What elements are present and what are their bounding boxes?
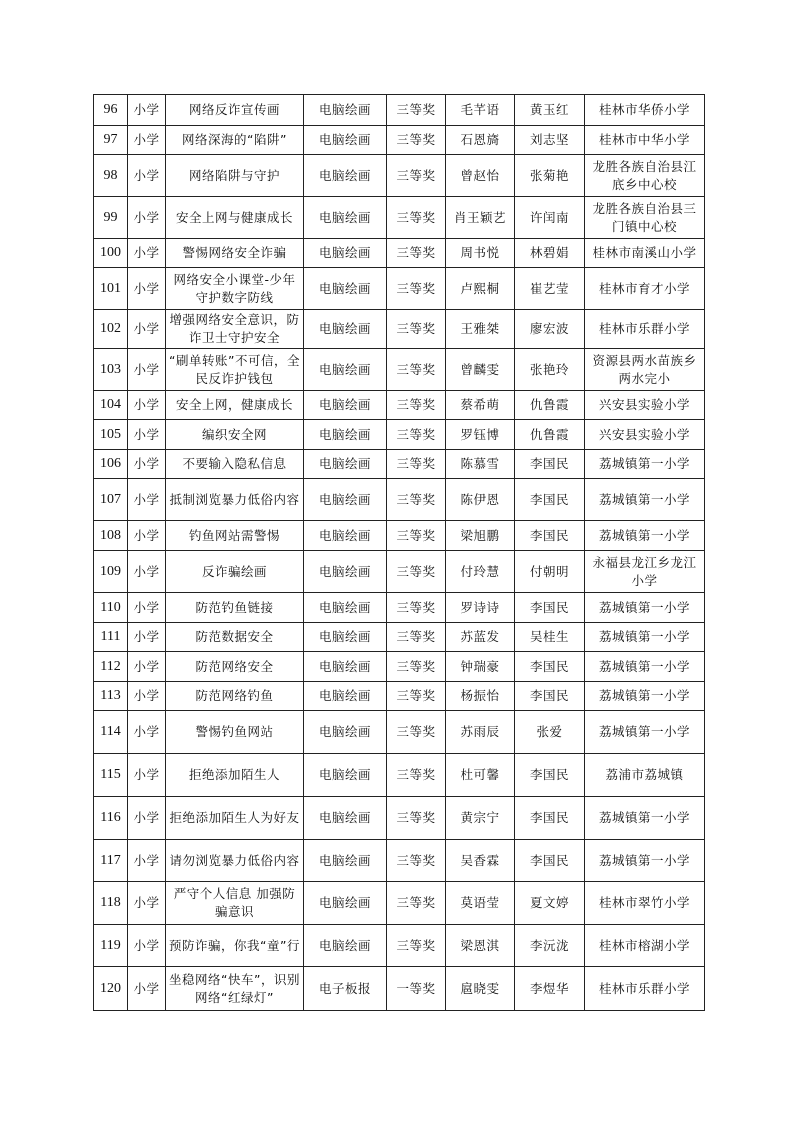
- category-cell: 电脑绘画: [304, 623, 387, 652]
- group-cell: 小学: [128, 682, 166, 711]
- category-cell: 电脑绘画: [304, 797, 387, 840]
- award-level-cell: 三等奖: [387, 349, 446, 391]
- entry-number-cell: 97: [94, 126, 128, 155]
- table-row: [94, 197, 705, 239]
- teacher-name-cell: 仇鲁霞: [515, 391, 585, 420]
- school-name-cell: 龙胜各族自治县三门镇中心校: [585, 197, 705, 239]
- teacher-name-cell: 李国民: [515, 652, 585, 682]
- award-level-cell: 三等奖: [387, 450, 446, 479]
- group-cell: 小学: [128, 967, 166, 1011]
- teacher-name-cell: 李国民: [515, 450, 585, 479]
- award-table-body: [94, 95, 705, 1011]
- teacher-name-cell: 李沅泷: [515, 925, 585, 967]
- teacher-name-cell: 李国民: [515, 521, 585, 551]
- student-name-cell: 曾麟雯: [446, 349, 515, 391]
- work-title-cell: 请勿浏览暴力低俗内容: [166, 840, 304, 882]
- entry-number-cell: 110: [94, 593, 128, 623]
- school-name-cell: 桂林市中华小学: [585, 126, 705, 155]
- category-cell: 电脑绘画: [304, 882, 387, 925]
- group-cell: 小学: [128, 420, 166, 450]
- table-row: [94, 967, 705, 1011]
- teacher-name-cell: 林碧娟: [515, 239, 585, 268]
- entry-number-cell: 117: [94, 840, 128, 882]
- entry-number-cell: 98: [94, 155, 128, 197]
- award-level-cell: 三等奖: [387, 882, 446, 925]
- student-name-cell: 扈晓雯: [446, 967, 515, 1011]
- award-level-cell: 三等奖: [387, 239, 446, 268]
- work-title-cell: 反诈骗绘画: [166, 551, 304, 593]
- school-name-cell: 兴安县实验小学: [585, 391, 705, 420]
- category-cell: 电脑绘画: [304, 391, 387, 420]
- group-cell: 小学: [128, 197, 166, 239]
- teacher-name-cell: 黄玉红: [515, 95, 585, 126]
- student-name-cell: 卢熙桐: [446, 268, 515, 310]
- student-name-cell: 王雅桀: [446, 310, 515, 349]
- entry-number-cell: 112: [94, 652, 128, 682]
- category-cell: 电脑绘画: [304, 450, 387, 479]
- category-cell: 电脑绘画: [304, 711, 387, 754]
- table-row: [94, 155, 705, 197]
- entry-number-cell: 108: [94, 521, 128, 551]
- school-name-cell: 桂林市华侨小学: [585, 95, 705, 126]
- category-cell: 电脑绘画: [304, 420, 387, 450]
- school-name-cell: 荔城镇第一小学: [585, 840, 705, 882]
- teacher-name-cell: 李国民: [515, 682, 585, 711]
- school-name-cell: 桂林市育才小学: [585, 268, 705, 310]
- entry-number-cell: 100: [94, 239, 128, 268]
- entry-number-cell: 111: [94, 623, 128, 652]
- student-name-cell: 杜可馨: [446, 754, 515, 797]
- student-name-cell: 蔡希萌: [446, 391, 515, 420]
- student-name-cell: 苏雨辰: [446, 711, 515, 754]
- award-level-cell: 三等奖: [387, 593, 446, 623]
- group-cell: 小学: [128, 882, 166, 925]
- work-title-cell: 网络陷阱与守护: [166, 155, 304, 197]
- entry-number-cell: 115: [94, 754, 128, 797]
- student-name-cell: 罗诗诗: [446, 593, 515, 623]
- work-title-cell: 钓鱼网站需警惕: [166, 521, 304, 551]
- work-title-cell: 拒绝添加陌生人: [166, 754, 304, 797]
- table-row: [94, 840, 705, 882]
- category-cell: 电脑绘画: [304, 310, 387, 349]
- category-cell: 电脑绘画: [304, 126, 387, 155]
- work-title-cell: “刷单转账”不可信，全民反诈护钱包: [166, 349, 304, 391]
- table-row: [94, 593, 705, 623]
- work-title-cell: 编织安全网: [166, 420, 304, 450]
- work-title-cell: 严守个人信息 加强防骗意识: [166, 882, 304, 925]
- entry-number-cell: 99: [94, 197, 128, 239]
- work-title-cell: 警惕钓鱼网站: [166, 711, 304, 754]
- table-row: [94, 349, 705, 391]
- student-name-cell: 周书悦: [446, 239, 515, 268]
- category-cell: 电脑绘画: [304, 479, 387, 521]
- teacher-name-cell: 李国民: [515, 754, 585, 797]
- student-name-cell: 罗钰博: [446, 420, 515, 450]
- table-row: [94, 623, 705, 652]
- teacher-name-cell: 张爱: [515, 711, 585, 754]
- work-title-cell: 防范网络钓鱼: [166, 682, 304, 711]
- entry-number-cell: 105: [94, 420, 128, 450]
- award-level-cell: 三等奖: [387, 797, 446, 840]
- work-title-cell: 警惕网络安全诈骗: [166, 239, 304, 268]
- group-cell: 小学: [128, 155, 166, 197]
- student-name-cell: 钟瑞豪: [446, 652, 515, 682]
- group-cell: 小学: [128, 711, 166, 754]
- student-name-cell: 梁旭鹏: [446, 521, 515, 551]
- award-level-cell: 三等奖: [387, 268, 446, 310]
- teacher-name-cell: 吴桂生: [515, 623, 585, 652]
- award-level-cell: 三等奖: [387, 155, 446, 197]
- student-name-cell: 陈伊恩: [446, 479, 515, 521]
- group-cell: 小学: [128, 797, 166, 840]
- entry-number-cell: 118: [94, 882, 128, 925]
- entry-number-cell: 120: [94, 967, 128, 1011]
- entry-number-cell: 96: [94, 95, 128, 126]
- work-title-cell: 网络安全小课堂-少年守护数字防线: [166, 268, 304, 310]
- category-cell: 电脑绘画: [304, 155, 387, 197]
- work-title-cell: 坐稳网络“快车”，识别网络“红绿灯”: [166, 967, 304, 1011]
- student-name-cell: 梁恩淇: [446, 925, 515, 967]
- group-cell: 小学: [128, 623, 166, 652]
- table-row: [94, 521, 705, 551]
- category-cell: 电脑绘画: [304, 239, 387, 268]
- entry-number-cell: 104: [94, 391, 128, 420]
- school-name-cell: 荔城镇第一小学: [585, 652, 705, 682]
- school-name-cell: 龙胜各族自治县江底乡中心校: [585, 155, 705, 197]
- teacher-name-cell: 李国民: [515, 479, 585, 521]
- table-row: [94, 268, 705, 310]
- entry-number-cell: 106: [94, 450, 128, 479]
- table-row: [94, 391, 705, 420]
- school-name-cell: 资源县两水苗族乡两水完小: [585, 349, 705, 391]
- student-name-cell: 石恩旖: [446, 126, 515, 155]
- table-row: [94, 711, 705, 754]
- work-title-cell: 预防诈骗，你我“童”行: [166, 925, 304, 967]
- school-name-cell: 桂林市乐群小学: [585, 967, 705, 1011]
- award-level-cell: 三等奖: [387, 754, 446, 797]
- category-cell: 电脑绘画: [304, 682, 387, 711]
- table-row: [94, 652, 705, 682]
- group-cell: 小学: [128, 95, 166, 126]
- student-name-cell: 曾赵怡: [446, 155, 515, 197]
- student-name-cell: 毛芊语: [446, 95, 515, 126]
- award-level-cell: 三等奖: [387, 551, 446, 593]
- award-level-cell: 三等奖: [387, 682, 446, 711]
- student-name-cell: 莫语莹: [446, 882, 515, 925]
- group-cell: 小学: [128, 925, 166, 967]
- award-level-cell: 三等奖: [387, 420, 446, 450]
- table-row: [94, 925, 705, 967]
- category-cell: 电脑绘画: [304, 593, 387, 623]
- table-row: [94, 754, 705, 797]
- student-name-cell: 吴香霖: [446, 840, 515, 882]
- school-name-cell: 荔城镇第一小学: [585, 521, 705, 551]
- award-level-cell: 三等奖: [387, 479, 446, 521]
- teacher-name-cell: 夏文婷: [515, 882, 585, 925]
- school-name-cell: 荔城镇第一小学: [585, 623, 705, 652]
- category-cell: 电脑绘画: [304, 95, 387, 126]
- work-title-cell: 安全上网，健康成长: [166, 391, 304, 420]
- table-row: [94, 882, 705, 925]
- school-name-cell: 桂林市乐群小学: [585, 310, 705, 349]
- award-level-cell: 三等奖: [387, 711, 446, 754]
- school-name-cell: 桂林市榕湖小学: [585, 925, 705, 967]
- work-title-cell: 网络深海的“陷阱”: [166, 126, 304, 155]
- table-row: [94, 420, 705, 450]
- category-cell: 电脑绘画: [304, 925, 387, 967]
- teacher-name-cell: 崔艺莹: [515, 268, 585, 310]
- work-title-cell: 网络反诈宣传画: [166, 95, 304, 126]
- entry-number-cell: 113: [94, 682, 128, 711]
- award-level-cell: 一等奖: [387, 967, 446, 1011]
- category-cell: 电脑绘画: [304, 551, 387, 593]
- school-name-cell: 永福县龙江乡龙江小学: [585, 551, 705, 593]
- entry-number-cell: 102: [94, 310, 128, 349]
- table-row: [94, 797, 705, 840]
- school-name-cell: 兴安县实验小学: [585, 420, 705, 450]
- award-level-cell: 三等奖: [387, 623, 446, 652]
- group-cell: 小学: [128, 593, 166, 623]
- group-cell: 小学: [128, 239, 166, 268]
- entry-number-cell: 109: [94, 551, 128, 593]
- teacher-name-cell: 李国民: [515, 797, 585, 840]
- school-name-cell: 荔城镇第一小学: [585, 479, 705, 521]
- category-cell: 电脑绘画: [304, 754, 387, 797]
- school-name-cell: 荔城镇第一小学: [585, 711, 705, 754]
- group-cell: 小学: [128, 349, 166, 391]
- teacher-name-cell: 刘志坚: [515, 126, 585, 155]
- work-title-cell: 防范钓鱼链接: [166, 593, 304, 623]
- school-name-cell: 荔城镇第一小学: [585, 593, 705, 623]
- student-name-cell: 杨振怡: [446, 682, 515, 711]
- work-title-cell: 不要输入隐私信息: [166, 450, 304, 479]
- group-cell: 小学: [128, 479, 166, 521]
- school-name-cell: 荔浦市荔城镇: [585, 754, 705, 797]
- category-cell: 电脑绘画: [304, 840, 387, 882]
- group-cell: 小学: [128, 268, 166, 310]
- student-name-cell: 付玲慧: [446, 551, 515, 593]
- work-title-cell: 安全上网与健康成长: [166, 197, 304, 239]
- teacher-name-cell: 张艳玲: [515, 349, 585, 391]
- category-cell: 电脑绘画: [304, 652, 387, 682]
- teacher-name-cell: 李国民: [515, 840, 585, 882]
- school-name-cell: 荔城镇第一小学: [585, 450, 705, 479]
- group-cell: 小学: [128, 521, 166, 551]
- work-title-cell: 增强网络安全意识，防诈卫士守护安全: [166, 310, 304, 349]
- student-name-cell: 陈慕雪: [446, 450, 515, 479]
- entry-number-cell: 101: [94, 268, 128, 310]
- group-cell: 小学: [128, 840, 166, 882]
- table-row: [94, 310, 705, 349]
- group-cell: 小学: [128, 754, 166, 797]
- student-name-cell: 肖王颖艺: [446, 197, 515, 239]
- table-row: [94, 450, 705, 479]
- entry-number-cell: 114: [94, 711, 128, 754]
- table-row: [94, 95, 705, 126]
- group-cell: 小学: [128, 391, 166, 420]
- work-title-cell: 防范数据安全: [166, 623, 304, 652]
- work-title-cell: 拒绝添加陌生人为好友: [166, 797, 304, 840]
- school-name-cell: 桂林市南溪山小学: [585, 239, 705, 268]
- table-row: [94, 682, 705, 711]
- work-title-cell: 防范网络安全: [166, 652, 304, 682]
- category-cell: 电脑绘画: [304, 268, 387, 310]
- award-level-cell: 三等奖: [387, 521, 446, 551]
- teacher-name-cell: 张菊艳: [515, 155, 585, 197]
- teacher-name-cell: 李国民: [515, 593, 585, 623]
- award-level-cell: 三等奖: [387, 840, 446, 882]
- entry-number-cell: 119: [94, 925, 128, 967]
- group-cell: 小学: [128, 652, 166, 682]
- award-list-table: [93, 94, 705, 1011]
- category-cell: 电脑绘画: [304, 197, 387, 239]
- award-level-cell: 三等奖: [387, 310, 446, 349]
- table-row: [94, 126, 705, 155]
- award-level-cell: 三等奖: [387, 197, 446, 239]
- category-cell: 电脑绘画: [304, 349, 387, 391]
- award-level-cell: 三等奖: [387, 95, 446, 126]
- award-level-cell: 三等奖: [387, 925, 446, 967]
- group-cell: 小学: [128, 310, 166, 349]
- group-cell: 小学: [128, 551, 166, 593]
- award-level-cell: 三等奖: [387, 391, 446, 420]
- table-row: [94, 551, 705, 593]
- award-level-cell: 三等奖: [387, 126, 446, 155]
- teacher-name-cell: 许闰南: [515, 197, 585, 239]
- table-row: [94, 239, 705, 268]
- student-name-cell: 苏蓝发: [446, 623, 515, 652]
- school-name-cell: 荔城镇第一小学: [585, 682, 705, 711]
- teacher-name-cell: 仇鲁霞: [515, 420, 585, 450]
- category-cell: 电脑绘画: [304, 521, 387, 551]
- entry-number-cell: 116: [94, 797, 128, 840]
- table-row: [94, 479, 705, 521]
- student-name-cell: 黄宗宁: [446, 797, 515, 840]
- award-level-cell: 三等奖: [387, 652, 446, 682]
- category-cell: 电子板报: [304, 967, 387, 1011]
- teacher-name-cell: 廖宏波: [515, 310, 585, 349]
- school-name-cell: 荔城镇第一小学: [585, 797, 705, 840]
- work-title-cell: 抵制浏览暴力低俗内容: [166, 479, 304, 521]
- teacher-name-cell: 李煜华: [515, 967, 585, 1011]
- group-cell: 小学: [128, 450, 166, 479]
- entry-number-cell: 107: [94, 479, 128, 521]
- school-name-cell: 桂林市翠竹小学: [585, 882, 705, 925]
- entry-number-cell: 103: [94, 349, 128, 391]
- group-cell: 小学: [128, 126, 166, 155]
- teacher-name-cell: 付朝明: [515, 551, 585, 593]
